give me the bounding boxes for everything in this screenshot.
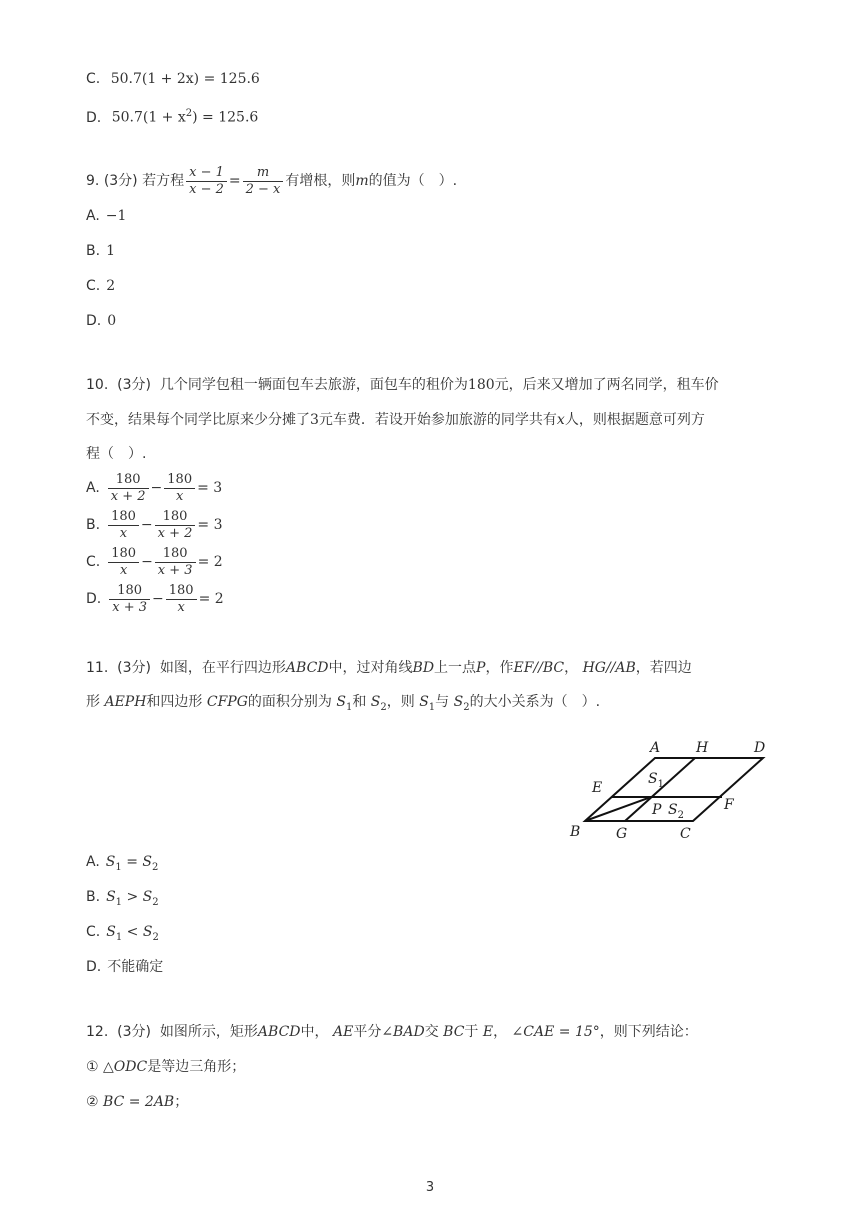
q9-option-d: D. 0 bbox=[86, 313, 117, 329]
q10-option-d: D. $\frac{180}{x + 3}$ − $\frac{180}{x}$ = 2 bbox=[86, 582, 224, 615]
q11-option-b: B. $S_1 > S_2$ bbox=[86, 889, 159, 908]
q10-option-b: B. $\frac{180}{x}$ − $\frac{180}{x + 2}$ = 3 bbox=[86, 508, 223, 541]
label-b: B bbox=[570, 824, 581, 840]
q12-conclusion-2: ② BC = 2AB； bbox=[86, 1094, 189, 1110]
q10-stem-line2: 不变，结果每个同学比原来少分摊了3元车费．若设开始参加旅游的同学共有x人，则根据题意可列方 bbox=[86, 412, 705, 428]
label-a: A bbox=[650, 740, 661, 756]
label-h: H bbox=[696, 740, 709, 756]
label-d: D bbox=[754, 740, 766, 756]
q10-stem-line1: 10. (3分) 几个同学包租一辆面包车去旅游，面包车的租价为180元，后来又增加了两名同学，租车价 bbox=[86, 377, 719, 393]
q10-a-frac2: $\frac{180}{x}$ bbox=[164, 472, 195, 505]
label-f: F bbox=[724, 797, 734, 813]
q9-fraction-left: $\frac{x - 1}{x - 2}$ bbox=[186, 165, 227, 198]
q10-option-c: C. $\frac{180}{x}$ − $\frac{180}{x + 3}$ = 2 bbox=[86, 545, 223, 578]
q10-b-frac1: $\frac{180}{x}$ bbox=[108, 509, 139, 542]
label-s2: $S_2$ bbox=[668, 802, 684, 821]
q12-conclusion-1: ① △ODC是等边三角形； bbox=[86, 1059, 246, 1075]
diagonal-bp bbox=[585, 797, 651, 821]
q10-c-frac1: $\frac{180}{x}$ bbox=[108, 546, 139, 579]
q10-stem-line3: 程（ ）. bbox=[86, 446, 147, 462]
label-e: E bbox=[592, 780, 603, 796]
q10-d-frac1: $\frac{180}{x + 3}$ bbox=[109, 583, 150, 616]
page-number: 3 bbox=[425, 1180, 435, 1195]
q9-option-b: B. 1 bbox=[86, 243, 115, 259]
q8-option-c: C. 50.7(1 + 2x) = 125.6 bbox=[86, 71, 260, 87]
q12-stem-line1: 12. (3分) 如图所示，矩形ABCD中， AE平分∠BAD交 BC于 E， ∠CAE = 15°，则下列结论： bbox=[86, 1024, 698, 1040]
q9-fraction-right: $\frac{m}{2 - x}$ bbox=[243, 165, 284, 198]
q9-option-c: C. 2 bbox=[86, 278, 116, 294]
q10-a-frac1: $\frac{180}{x + 2}$ bbox=[108, 472, 149, 505]
q11-stem-line2: 形 AEPH和四边形 CFPG的面积分别为 $S_1$和 $S_2$，则 $S_1$与 $S_2$的大小关系为（ ）. bbox=[86, 694, 601, 713]
q9-option-a: A. −1 bbox=[86, 208, 127, 224]
q10-c-frac2: $\frac{180}{x + 3}$ bbox=[155, 546, 196, 579]
q11-parallelogram-figure bbox=[560, 735, 780, 845]
q10-b-frac2: $\frac{180}{x + 2}$ bbox=[155, 509, 196, 542]
q10-d-frac2: $\frac{180}{x}$ bbox=[166, 583, 197, 616]
q8-option-d: D. $50.7(1 + x^2) = 125.6$ bbox=[86, 108, 259, 126]
label-g: G bbox=[616, 826, 628, 842]
q11-option-d: D. 不能确定 bbox=[86, 959, 164, 975]
q10-option-a: A. $\frac{180}{x + 2}$ − $\frac{180}{x}$ = 3 bbox=[86, 471, 223, 504]
q11-option-a: A. $S_1 = S_2$ bbox=[86, 854, 159, 873]
q9-stem: 9. (3分) 若方程 $\frac{x - 1}{x - 2}$ = $\frac{m}{2 - x}$ 有增根，则 m 的值为（ ）. bbox=[86, 164, 458, 197]
label-c: C bbox=[680, 826, 691, 842]
label-s1: $S_1$ bbox=[648, 771, 664, 790]
q11-option-c: C. $S_1 < S_2$ bbox=[86, 924, 159, 943]
label-p: P bbox=[652, 802, 662, 818]
q11-stem-line1: 11. (3分) 如图，在平行四边形ABCD中，过对角线BD上一点P，作EF//BC， HG//AB，若四边 bbox=[86, 660, 692, 676]
